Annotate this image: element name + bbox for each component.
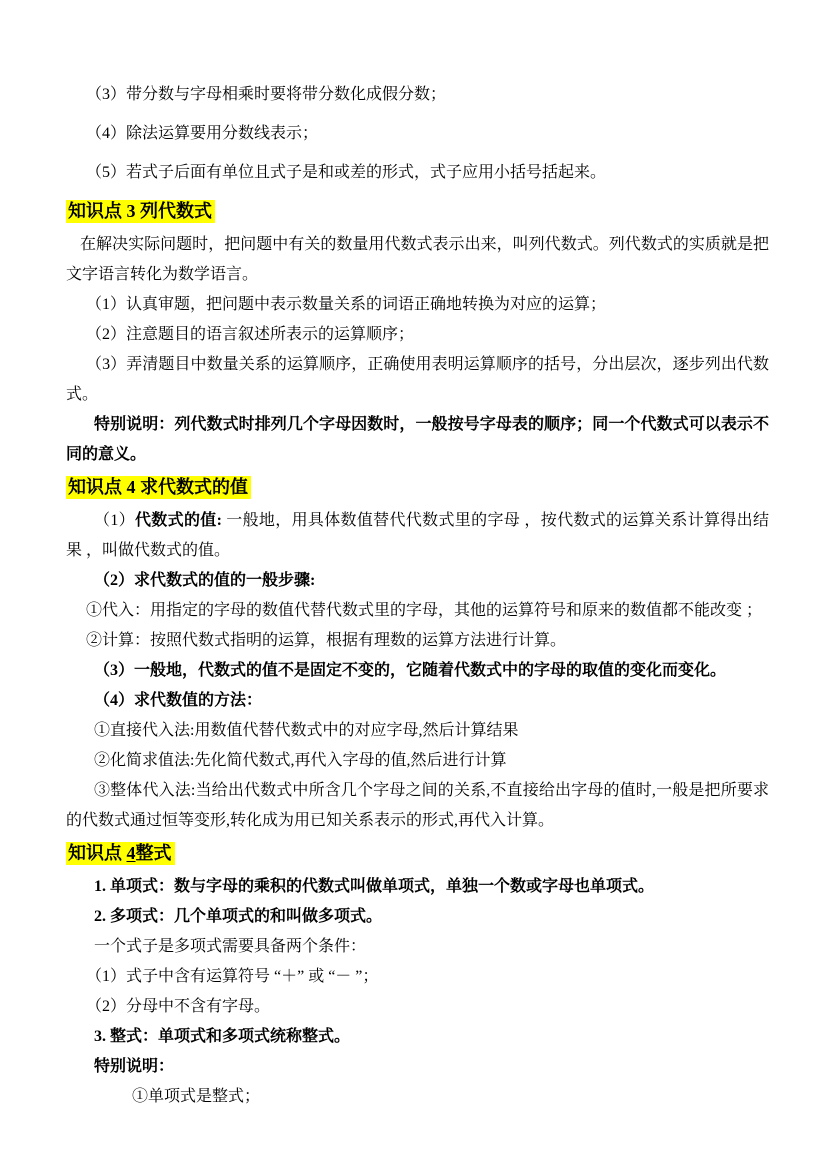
kp3-step-2: （2）注意题目的语言叙述所表示的运算顺序； (86, 326, 415, 343)
heading-knowledge-point-4-integral (66, 839, 769, 867)
kp4v-item-3: （3）一般地，代数式的值不是固定不变的，它随着代数式中的字母的取值的变化而变化。 (94, 662, 727, 679)
prelude-note-3: （3）带分数与字母相乘时要将带分数化成假分数； (86, 86, 447, 103)
heading-highlight (66, 200, 215, 223)
kp4v-method-1: ①直接代入法:用数值代替代数式中的对应字母,然后计算结果 (94, 722, 519, 739)
heading-number: 4 (126, 477, 136, 497)
item-definition: 一般地，用具体数值替代代数式里的字母 ，按代数式的运算关系计算得出结果 ，叫做代数式的值。 (66, 512, 769, 559)
kp4v-item-2-step-1: ①代入：用指定的字母的数值代替代数式里的字母，其他的运算符号和原来的数值都不能改变 ； (86, 602, 763, 619)
heading-prefix: 知识点 (68, 201, 127, 221)
kp4i-item-2: 2. 多项式：几个单项式的和叫做多项式。 (94, 908, 383, 925)
heading-number: 3 (126, 201, 136, 221)
kp3-special-note: 特别说明：列代数式时排列几个字母因数时，一般按号字母表的顺序；同一个代数式可以表示不同的意义。 (66, 416, 769, 463)
kp3-step-3: （3）弄清题目中数量关系的运算顺序，正确使用表明运算顺序的括号，分出层次，逐步列出代数式。 (66, 356, 769, 403)
kp4i-item-1: 1. 单项式：数与字母的乘积的代数式叫做单项式，单独一个数或字母也单项式。 (94, 878, 655, 895)
item-term: 代数式的值: (134, 512, 227, 529)
heading-title: 整式 (135, 843, 172, 863)
kp3-step-1: （1）认真审题，把问题中表示数量关系的词语正确地转换为对应的运算； (86, 296, 607, 313)
heading-title: 列代数式 (135, 201, 212, 221)
kp4i-note-item-1: ①单项式是整式； (132, 1088, 261, 1105)
kp4v-method-3: ③整体代入法:当给出代数式中所含几个字母之间的关系,不直接给出字母的值时,一般是把所要求的代数式通过恒等变形,转化成为用已知关系表示的形式,再代入计算。 (66, 782, 769, 829)
item-number: （1） (94, 512, 135, 529)
heading-knowledge-point-4-value (66, 473, 769, 501)
heading-number: 4 (126, 843, 136, 863)
heading-highlight (66, 476, 251, 499)
prelude-note-5: （5）若式子后面有单位且式子是和或差的形式，式子应用小括号括起来。 (86, 164, 607, 181)
kp4i-item-3: 3. 整式：单项式和多项式统称整式。 (94, 1028, 351, 1045)
kp4v-item-2: （2）求代数式的值的一般步骤: (94, 572, 316, 589)
prelude-note-4: （4）除法运算要用分数线表示； (86, 125, 319, 142)
kp4i-condition-1: （1）式子中含有运算符号 “＋” 或 “－ ”； (86, 968, 379, 985)
heading-knowledge-point-3 (66, 197, 769, 225)
heading-highlight (66, 842, 175, 865)
kp4v-item-2-step-2: ②计算：按照代数式指明的运算，根据有理数的运算方法进行计算。 (86, 632, 567, 649)
kp4i-condition-2: （2）分母中不含有字母。 (86, 998, 271, 1015)
kp4v-item-1 (66, 506, 769, 566)
heading-prefix: 知识点 (68, 477, 127, 497)
kp4v-method-2: ②化简求值法:先化简代数式,再代入字母的值,然后进行计算 (94, 752, 507, 769)
kp4i-special-note-label: 特别说明： (94, 1058, 175, 1075)
kp3-intro-paragraph: 在解决实际问题时，把问题中有关的数量用代数式表示出来，叫列代数式。列代数式的实质就是把文字语言转化为数学语言。 (66, 236, 769, 283)
kp4v-item-4: （4）求代数值的方法： (94, 692, 263, 709)
heading-title: 求代数式的值 (135, 477, 248, 497)
kp4i-condition-intro: 一个式子是多项式需要具备两个条件： (94, 938, 367, 955)
heading-prefix: 知识点 (68, 843, 127, 863)
